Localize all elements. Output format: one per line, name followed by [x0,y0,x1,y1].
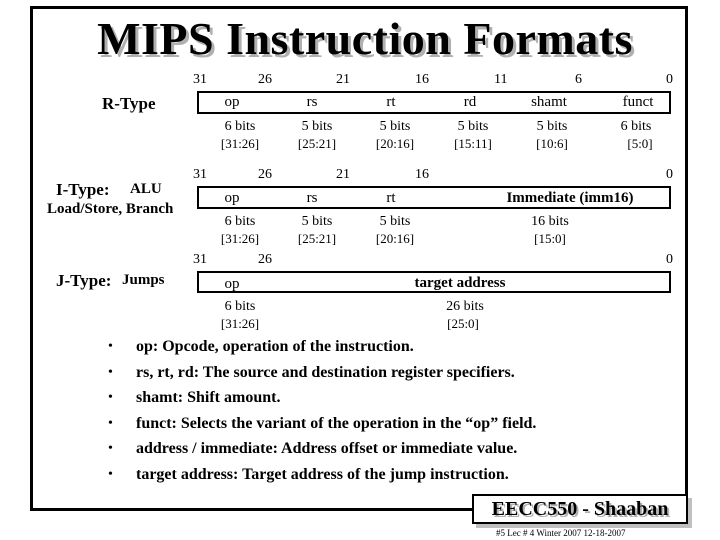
bit-width: 5 bits [457,119,489,134]
bullet-icon: • [108,390,113,405]
bit-width: 5 bits [301,119,333,134]
bit-number: 16 [415,167,429,182]
bullet-icon: • [108,441,113,456]
field-rt: rt [386,190,396,206]
bit-number: 16 [415,72,429,87]
bit-range: [25:21] [297,231,337,246]
bit-range: [31:26] [220,316,260,331]
slide-frame [30,6,688,511]
bit-width: 5 bits [379,214,411,229]
bit-range: [31:26] [220,231,260,246]
i-type-label: I-Type: [56,180,110,199]
bit-number: 26 [258,252,272,267]
bit-number: 11 [494,72,508,87]
j-type-sub-jumps: Jumps [122,272,165,288]
bit-range: [31:26] [220,136,260,151]
field-rd: rd [463,94,477,110]
bullet-icon: • [108,415,113,431]
i-type-sub-load-store: Load/Store, Branch [47,201,174,217]
bit-width: 6 bits [224,214,256,229]
bit-width: 6 bits [620,119,652,134]
bit-range: [20:16] [375,231,415,246]
bullet-icon: • [108,364,113,380]
field-op: op [224,276,240,292]
bit-width: 5 bits [379,119,411,134]
bit-range: [10:6] [536,136,568,151]
bit-range: [20:16] [375,136,415,151]
bit-width: 5 bits [536,119,568,134]
i-type-sub-alu: ALU [130,181,162,197]
field-rs: rs [306,190,318,206]
bullet-icon: • [108,466,113,482]
bullet-icon: • [108,339,113,354]
bit-number: 0 [666,252,673,267]
slide-title: MIPS Instruction Formats [97,13,633,64]
r-type-label: R-Type [102,94,156,113]
field-target-address: target address [414,275,506,291]
field-op: op [224,190,240,206]
bit-number: 31 [193,72,207,87]
field-op: op [224,94,240,110]
bit-number: 0 [666,72,673,87]
bit-range: [15:11] [454,136,492,151]
field-funct: funct [622,94,654,110]
bit-number: 31 [193,167,207,182]
bit-range: [25:21] [297,136,337,151]
bit-width: 16 bits [531,214,569,229]
j-type-label: J-Type: [56,271,112,290]
bit-number: 26 [258,167,272,182]
bit-range: [5:0] [627,136,653,151]
course-badge: EECC550 - Shaaban [472,494,688,524]
bit-number: 21 [336,167,350,182]
field-shamt: shamt [531,94,567,110]
field-rt: rt [386,94,396,110]
bit-number: 26 [258,72,272,87]
bit-number: 6 [575,72,582,87]
bit-width: 6 bits [224,119,256,134]
bit-range: [15:0] [534,231,566,246]
bit-width: 6 bits [224,299,256,314]
bit-range: [25:0] [447,316,479,331]
bit-number: 31 [193,252,207,267]
bit-width: 5 bits [301,214,333,229]
field-immediate: Immediate (imm16) [506,190,634,206]
bit-width: 26 bits [446,299,484,314]
bit-number: 21 [336,72,350,87]
bit-number: 0 [666,167,673,182]
slide-footer: #5 Lec # 4 Winter 2007 12-18-2007 [496,528,626,538]
field-rs: rs [306,94,318,110]
